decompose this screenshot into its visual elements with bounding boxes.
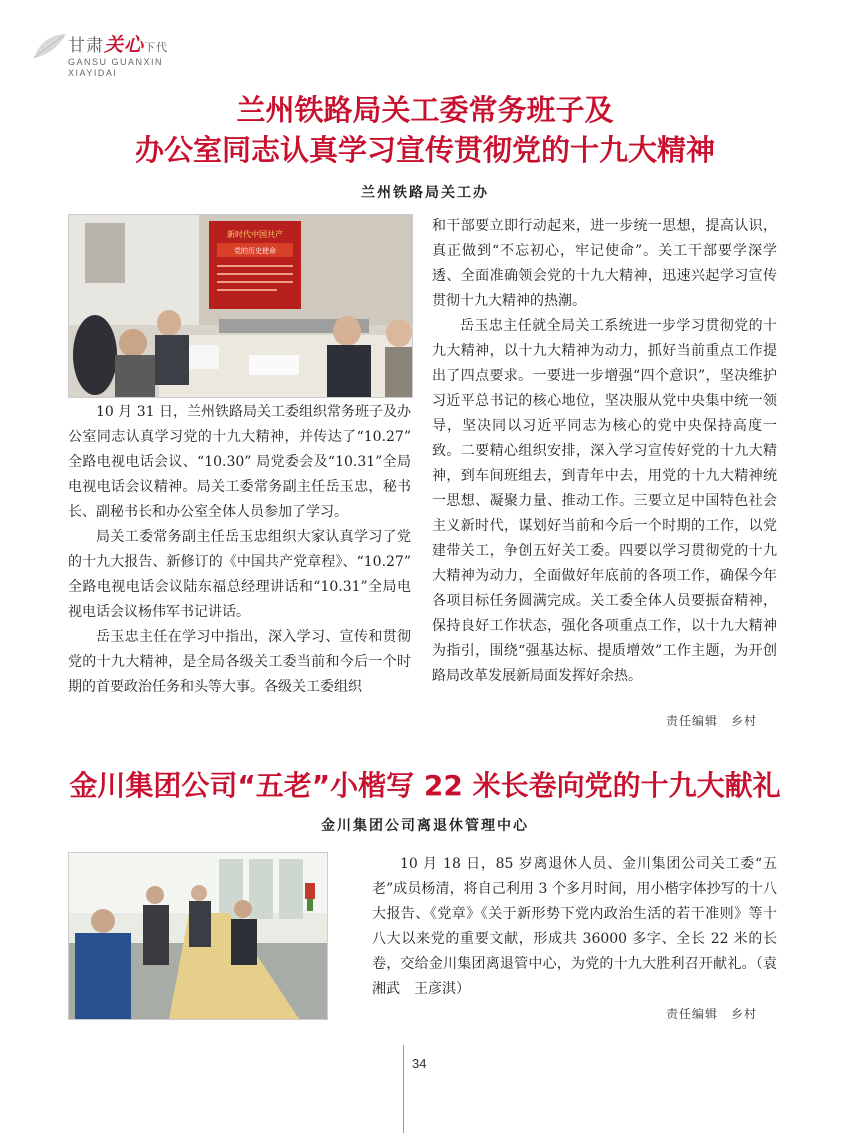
article1-editor: 责任编辑 乡村 — [666, 714, 758, 728]
article1-column-left — [68, 400, 411, 700]
article2-title: 金川集团公司“五老”小楷写 22 米长卷向党的十九大献礼 — [69, 769, 781, 802]
article2-column — [372, 852, 777, 1002]
scroll-photo-illustration — [69, 853, 327, 1019]
article1-paragraph: 岳玉忠主任就全局关工系统进一步学习贯彻党的十九大精神，以十九大精神为动力，抓好当前重点工作提出了四点要求。一要进一步增强“四个意识”，坚决维护习近平总书记的核心地位，坚决服从党中央集中统一领导，坚决同以习近平同志为核心的党中央保持高度一致。二要精心组织安排，深入学习宣传好党的十九大精神，到车间班组去，到青年中去，用党的十九大精神统一思想、凝聚力量、推动工作。三要立足中国特色社会主义新时代，谋划好当前和今后一个时期的工作，以党建带关工，争创五好关工委。四要以学习贯彻党的十九大精神为动力，全面做好年底前的各项工作，确保今年各项目标任务圆满完成。关工委全体人员要振奋精神，保持良好工作状态，强化各项重点工作，以十九大精神为指引，围绕“强基达标、提质增效”工作主题，为开创路局改革发展新局面发挥好余热。 — [432, 318, 777, 684]
article1-paragraph: 10 月 31 日，兰州铁路局关工委组织常务班子及办公室同志认真学习党的十九大精神，并传达了“10.27” 全路电视电话会议、“10.30” 局党委会及“10.31”全局电视电话会议精神。局关工委常务副主任岳玉忠，秘书长、副秘书长和办公室全体人员参加了学习。 — [68, 404, 411, 520]
slide-subtitle: 党的历史使命 — [234, 247, 276, 255]
masthead-cn-suffix: 下代 — [144, 41, 169, 54]
masthead-leaf-icon — [30, 30, 70, 62]
article1-column-right — [432, 214, 777, 689]
masthead-en-line2: XIAYIDAI — [68, 68, 118, 78]
article1-byline: 兰州铁路局关工办 — [361, 185, 489, 201]
masthead — [68, 30, 268, 92]
article1-paragraph: 局关工委常务副主任岳玉忠组织大家认真学习了党的十九大报告、新修订的《中国共产党章程》、“10.27” 全路电视电话会议陆东福总经理讲话和“10.31”全局电视电话会议杨伟军书记讲话。 — [68, 529, 411, 620]
masthead-en-line1: GANSU GUANXIN — [68, 57, 164, 67]
article1-title-line1: 兰州铁路局关工委常务班子及 — [236, 93, 614, 127]
article1-paragraph: 和干部要立即行动起来，进一步统一思想，提高认识，真正做到“不忘初心，牢记使命”。关工干部要学深学透、全面准确领会党的十九大精神，迅速兴起学习宣传贯彻十九大精神的热潮。 — [432, 218, 777, 309]
article2-paragraph: 10 月 18 日，85 岁离退休人员、金川集团公司关工委“五老”成员杨清，将自己利用 3 个多月时间，用小楷字体抄写的十八大报告、《党章》《关于新形势下党内政治生活的若干准则》等十八大以来党的重要文献，形成共 36000 多字、全长 22 米的长卷，交给金川集团离退管中心，为党的十九大胜利召开献礼。（袁湘武 王彦淇） — [372, 856, 777, 997]
article2-editor: 责任编辑 乡村 — [666, 1007, 758, 1021]
article2-photo — [68, 852, 328, 1020]
article1-paragraph: 岳玉忠主任在学习中指出，深入学习、宣传和贯彻党的十九大精神，是全局各级关工委当前和今后一个时期的首要政治任务和头等大事。各级关工委组织 — [68, 629, 411, 695]
page-number: 34 — [412, 1056, 427, 1071]
article1-title-line2: 办公室同志认真学习宣传贯彻党的十九大精神 — [134, 133, 715, 167]
article1-photo — [68, 214, 413, 398]
page-divider — [403, 1045, 404, 1133]
masthead-cn-prefix: 甘肃 — [68, 36, 104, 56]
slide-title: 新时代中国共产 — [227, 230, 283, 239]
masthead-cn-red: 关心 — [104, 34, 145, 56]
article2-byline: 金川集团公司离退休管理中心 — [321, 818, 529, 834]
meeting-photo-illustration — [69, 215, 412, 397]
